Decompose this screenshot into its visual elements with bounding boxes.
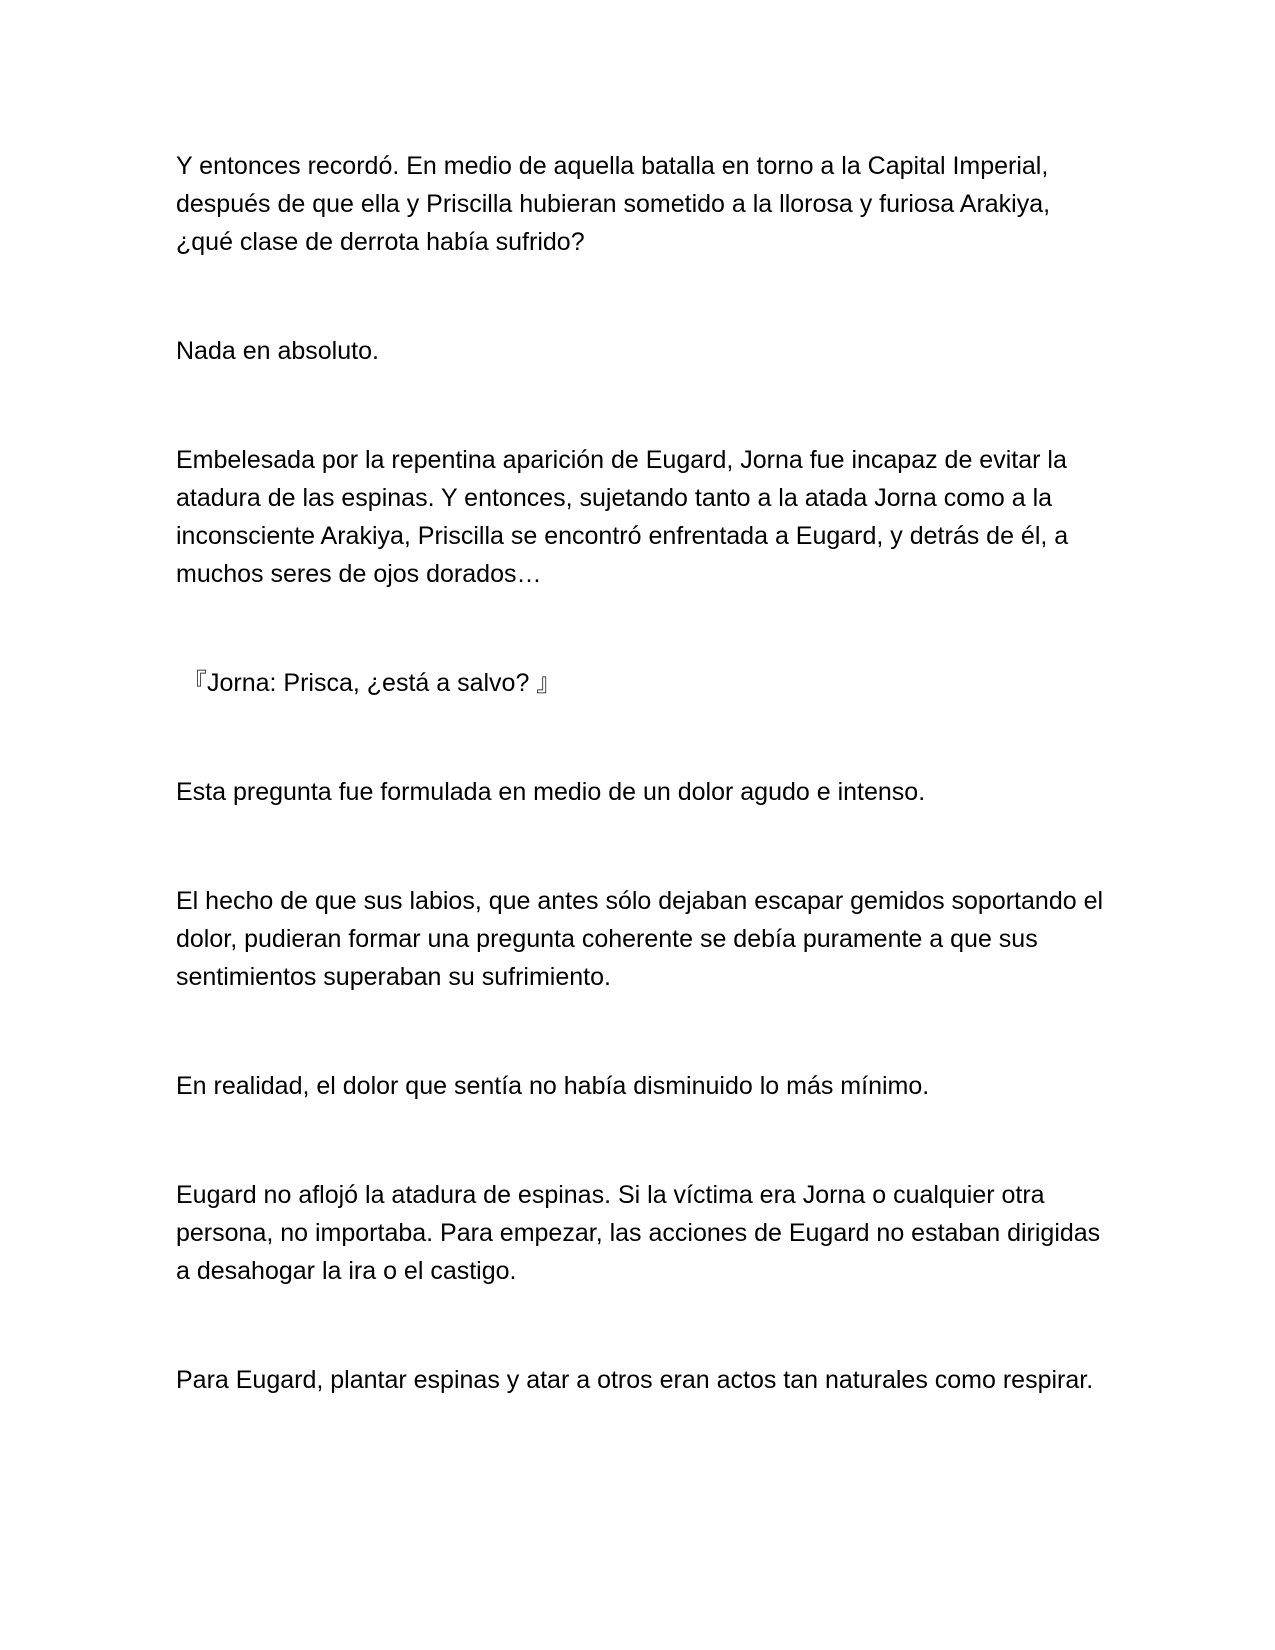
paragraph-7: En realidad, el dolor que sentía no había disminuido lo más mínimo. <box>176 1072 930 1100</box>
paragraph-1: Y entonces recordó. En medio de aquella batalla en torno a la Capital Imperial, después de que ella y Priscilla hubieran sometido a la llorosa y furiosa Arakiya, ¿qué clase de derrota había sufrido? <box>176 152 1058 256</box>
document-body <box>176 147 1111 1470</box>
paragraph-8: Eugard no aflojó la atadura de espinas. Si la víctima era Jorna o cualquier otra persona, no importaba. Para empezar, las acciones de Eugard no estaban dirigidas a desahogar la ira o el castigo. <box>176 1181 1108 1285</box>
dialogue-line: 『Jorna: Prisca, ¿está a salvo? 』 <box>182 669 562 697</box>
paragraph-5: Esta pregunta fue formulada en medio de un dolor agudo e intenso. <box>176 778 926 806</box>
paragraph-2: Nada en absoluto. <box>176 337 379 365</box>
paragraph-9: Para Eugard, plantar espinas y atar a otros eran actos tan naturales como respirar. <box>176 1366 1094 1394</box>
paragraph-3: Embelesada por la repentina aparición de Eugard, Jorna fue incapaz de evitar la atadura de las espinas. Y entonces, sujetando tanto a la atada Jorna como a la inconsciente Arakiya, Priscilla se encontró enfrentada a Eugard, y detrás de él, a muchos seres de ojos dorados… <box>176 446 1076 588</box>
paragraph-6: El hecho de que sus labios, que antes sólo dejaban escapar gemidos soportando el dolor, pudieran formar una pregunta coherente se debía puramente a que sus sentimientos superaban su sufrimiento. <box>176 887 1110 991</box>
